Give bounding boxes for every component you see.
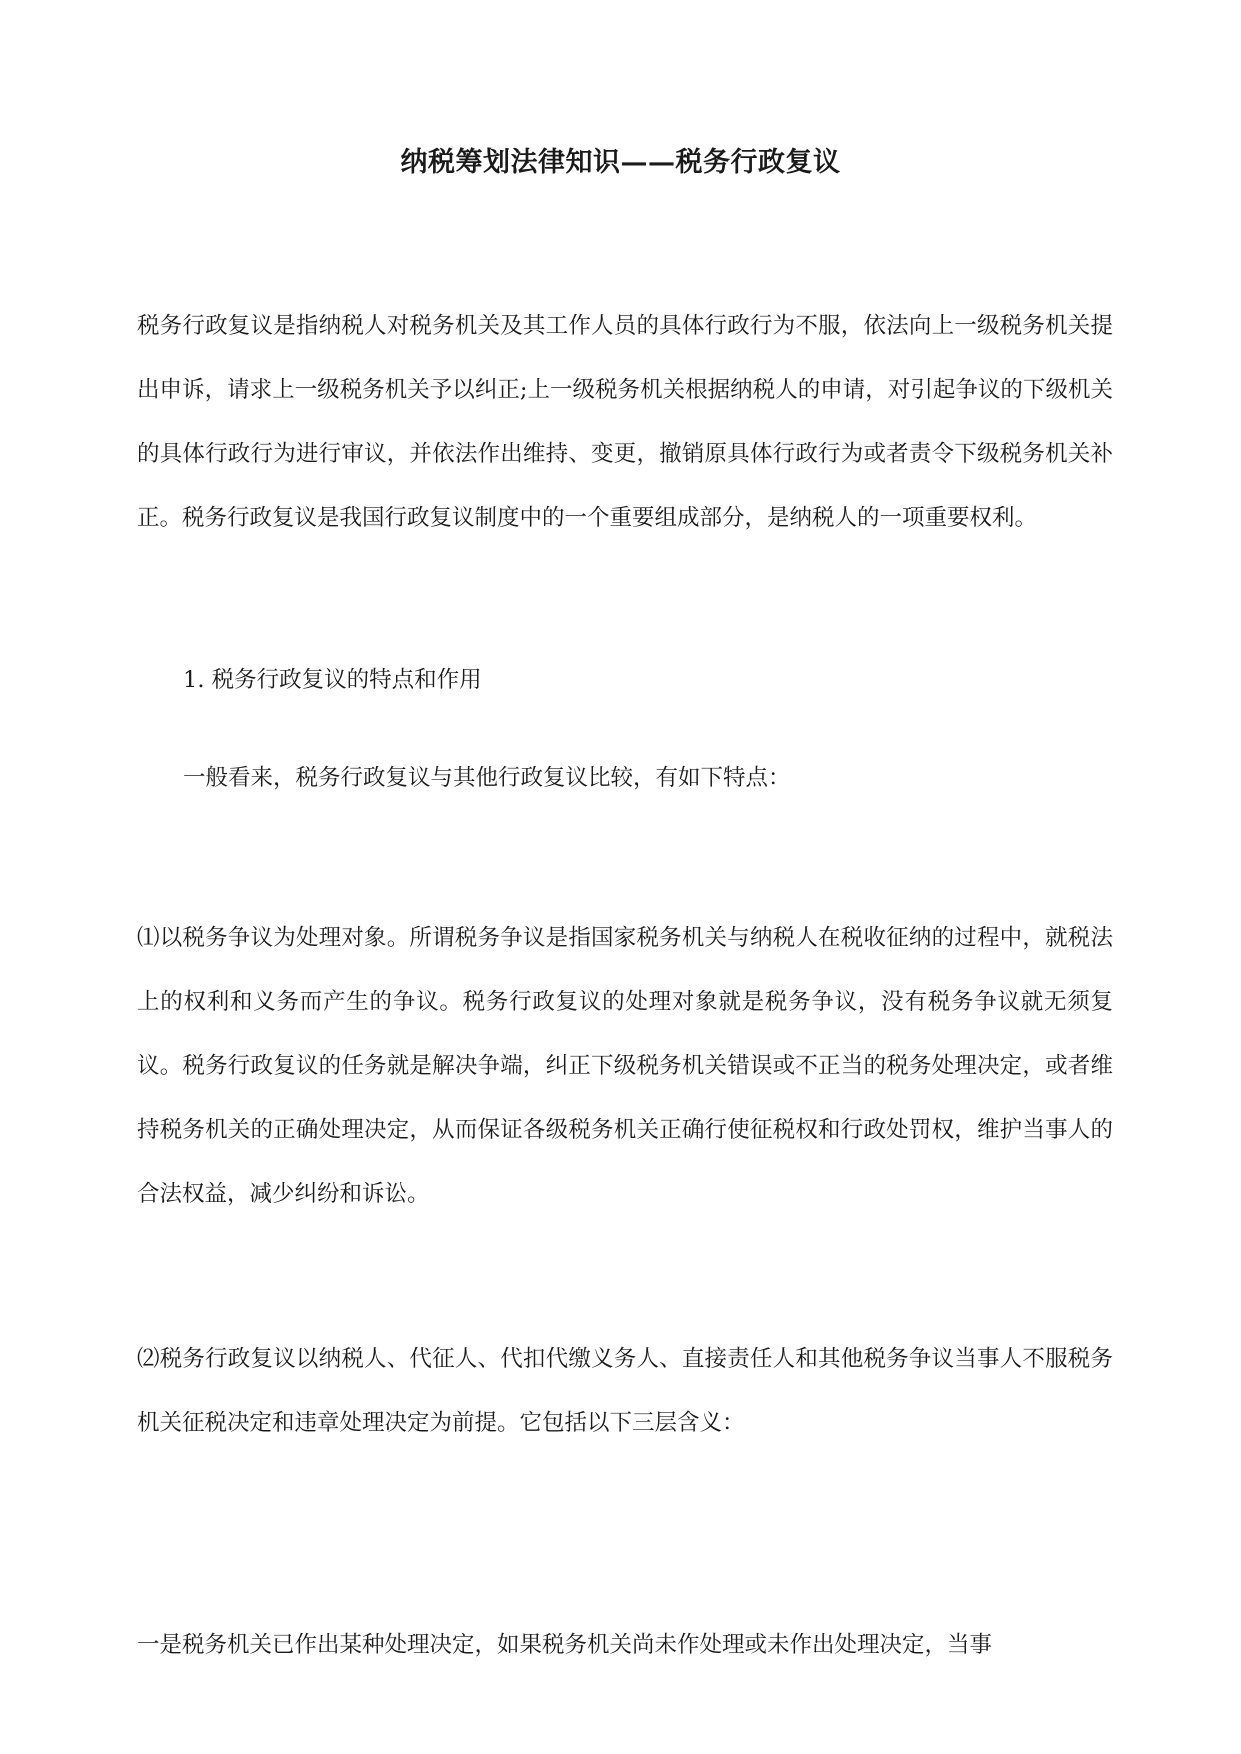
paragraph-point-2: ⑵税务行政复议以纳税人、代征人、代扣代缴义务人、直接责任人和其他税务争议当事人不服税务机关征税决定和违章处理决定为前提。它包括以下三层含义：: [137, 1346, 1113, 1436]
section-heading-1: 1. 税务行政复议的特点和作用: [183, 667, 482, 693]
paragraph-intro: 税务行政复议是指纳税人对税务机关及其工作人员的具体行政行为不服，依法向上一级税务机关提出申诉，请求上一级税务机关予以纠正;上一级税务机关根据纳税人的申请，对引起争议的下级机关的具体行政行为进行审议，并依法作出维持、变更，撤销原具体行政行为或者责令下级税务机关补正。税务行政复议是我国行政复议制度中的一个重要组成部分，是纳税人的一项重要权利。: [137, 313, 1113, 531]
paragraph-meaning-1: 一是税务机关已作出某种处理决定，如果税务机关尚未作处理或未作出处理决定，当事: [137, 1632, 993, 1658]
paragraph-point-1: ⑴以税务争议为处理对象。所谓税务争议是指国家税务机关与纳税人在税收征纳的过程中，就税法上的权利和义务而产生的争议。税务行政复议的处理对象就是税务争议，没有税务争议就无须复议。税务行政复议的任务就是解决争端，纠正下级税务机关错误或不正当的税务处理决定，或者维持税务机关的正确处理决定，从而保证各级税务机关正确行使征税权和行政处罚权，维护当事人的合法权益，减少纠纷和诉讼。: [137, 925, 1113, 1207]
paragraph-general-features: 一般看来，税务行政复议与其他行政复议比较，有如下特点：: [183, 765, 791, 791]
document-title: 纳税筹划法律知识——税务行政复议: [400, 147, 841, 178]
